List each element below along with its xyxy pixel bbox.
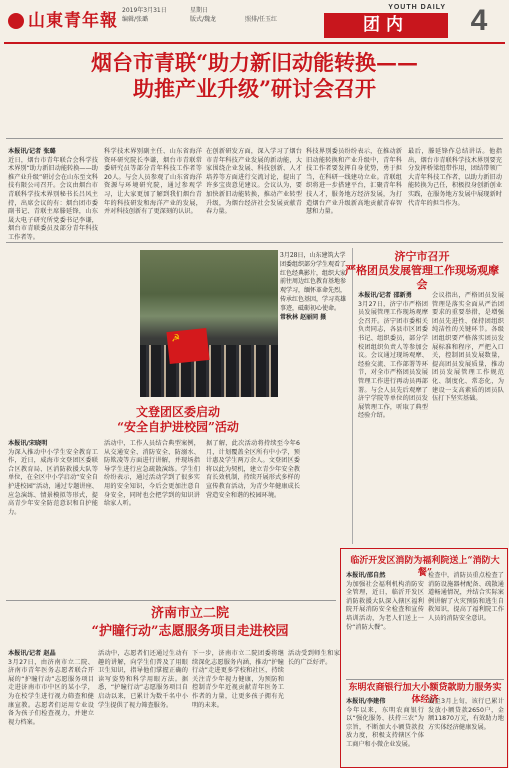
divider	[346, 679, 504, 680]
story6-headline: 东明农商银行加大小额贷款助力服务实体经济	[348, 683, 502, 705]
story4-byline: 本报讯/记者 赵晶	[8, 650, 56, 657]
party-flag-icon	[166, 328, 209, 364]
photo-caption	[280, 252, 348, 400]
story6-column-2: 截至3月上旬，该行已累计发放小额贷款2650户，金额11870万元，有效助力地方实体经济健康发展。	[428, 698, 504, 731]
story2-column-1	[8, 440, 98, 598]
story1-text-1: 近日，烟台市青年联合会科学技术界别“助力新旧动能转换——助推产业升级”研讨会在山东至文科技有限公司召开。会议由烟台市青联科学技术界别秘书长吕风主持，出席会议的有：烟台团市委副书记、青联主席滕延锋，山东晟大电子研究所党委书记李谦，烟台市青联委员及部分青年科技工作者等。	[8, 156, 98, 241]
story2-headline-line1: 文登团区委启动	[135, 405, 220, 419]
story4-headline-line1: 济南市立二院	[150, 606, 229, 621]
page-number: 4	[470, 4, 488, 37]
proof-credit: 照排/任玉红	[245, 16, 278, 23]
story4-column-1	[8, 650, 94, 764]
divider	[6, 600, 336, 601]
story2-headline-line2: “安全自护进校园”活动	[117, 420, 239, 434]
story5-column-1	[346, 572, 424, 678]
story4-column-2: 活动中，志愿者们还通过生动有趣的讲解，向学生们普及了用眼卫生知识，指导他们掌握正确的读写姿势和科学用眼方法。据悉，“护瞳行动”志愿服务项目自启动以来，已累计为数千名中小学生提供了视力筛查服务。	[98, 650, 188, 709]
issue-weekday: 星期日	[190, 7, 209, 14]
photo-caption-text: 3月28日，山东建筑大学团委组织部分学生观看了红色经典影片，组织大家前往周边红色教育基地参观学习，缅怀革命先烈，传承红色基因，学习英雄事迹，砥砺初心使命。	[280, 252, 347, 312]
story3-column-1	[358, 292, 428, 542]
photo-people	[140, 345, 278, 397]
story1-column-3: 在创新研发方面，深入学习了烟台市青年科技产业发展的新动能，大家围绕企业发展、科技创新、人才培养等方面进行交流讨论，提出了许多宝贵意见建议。会议认为，要加快新旧动能转换，推动产业转型升级，为烟台经济社会发展贡献青春力量。	[206, 148, 302, 216]
section-label: 团内	[324, 13, 448, 38]
story4-column-4: 活动受到师生和家长的广泛好评。	[288, 650, 340, 666]
story4-text-1: 3月27日，由济南市立二院、济南市青年医务志愿者联合开展的“护瞳行动”志愿服务项目走进济南市市中区的某小学，为在校学生进行视力筛查和健康宣教。志愿者们运用专业设备为孩子们检查视力，并建立视力档案。	[8, 658, 94, 726]
hammer-sickle-icon: ☭	[170, 332, 181, 345]
story5-headline: 临沂开发区消防为福利院送上“消防大餐”	[350, 556, 500, 578]
divider	[6, 242, 503, 243]
story3-headline-line2: 严格团员发展管理工作现场观摩会	[345, 264, 499, 291]
story6-byline: 本报讯/李建伟	[346, 698, 386, 705]
brand-english: YOUTH DAILY	[388, 4, 446, 11]
story4-headline-line2: “护瞳行动”志愿服务项目走进校园	[91, 624, 289, 639]
story1-column-4: 科技界别委员纷纷表示，在推动新旧动能转换和产业升级中，青年科技工作者要发挥自身优势，勇于担当，在科研一线建功立业。青联组织将进一步搭建平台，汇聚青年科技人才，服务地方经济发展，为打造烟台产业升级新高地贡献青春智慧和力量。	[306, 148, 402, 216]
logo-seal-icon	[8, 13, 24, 29]
story6-text-1: 今年以来，东明农商银行以“强化服务、扶持三农”为宗旨，不断加大小额贷款投放力度，积极支持辖区个体工商户和小微企业发展。	[346, 706, 424, 748]
story3-headline-line1: 济宁市召开	[394, 250, 450, 263]
masthead-rule	[4, 42, 505, 44]
story6-column-1	[346, 698, 424, 764]
story2-text-1: 为深入推动中小学生安全教育工作，近日，威海市文登团区委联合区教育局、区消防救援大队等单位，在全区中小学启动“安全自护进校园”活动，通过专题讲座、应急演练、情景模拟等形式，提高青少年安全防范意识和自护能力。	[8, 448, 98, 516]
story5-column-2: 检查中，消防员重点检查了消防设施器材配备、疏散通道畅通情况，并结合实际案例讲解了火灾预防和逃生自救知识，提高了福利院工作人员的消防安全意识。	[428, 572, 504, 622]
masthead	[0, 0, 509, 42]
story2-column-2: 活动中，工作人员结合典型案例，从交通安全、消防安全、防溺水、防欺凌等方面进行讲解，并现场指导学生进行应急疏散演练。学生们纷纷表示，通过活动学到了很多实用的安全知识，今后会更加注意自身安全，同时也会把学到的知识讲给家人听。	[104, 440, 200, 508]
story2-byline: 本报讯/宋晓明	[8, 440, 48, 447]
designer-credit: 版式/魏龙	[190, 16, 217, 23]
story5-byline: 本报讯/邵自然	[346, 572, 386, 579]
newspaper-logo	[8, 6, 128, 34]
story2-lead-column	[8, 250, 136, 400]
column-divider	[352, 248, 353, 544]
story3-byline: 本报讯/记者 邵新勇	[358, 292, 412, 299]
story5-text-1: 为加强社会福利机构消防安全管理，近日，临沂开发区消防救援大队深入辖区福利院开展消防安全检查和宣传培训活动，为老人们送上一份“消防大餐”。	[346, 580, 424, 631]
editor-credit: 编辑/张璐	[122, 16, 149, 23]
story1-headline-line2: 助推产业升级”研讨会召开	[132, 76, 377, 101]
story1-byline: 本报讯/记者 张璐	[8, 148, 56, 155]
story2-column-3: 据了解，此次活动将持续至今年6月，计划覆盖全区所有中小学，预计惠及学生两万余人。文登团区委将以此为契机，建立青少年安全教育长效机制，持续开展形式多样的宣传教育活动，为青少年健康成长营造安全和谐的校园环境。	[206, 440, 300, 499]
story1-column-5: 最后，滕延锋作总结讲话。他指出，烟台市青联科学技术界别要充分发挥桥梁纽带作用，团结带领广大青年科技工作者，以助力新旧动能转换为己任，积极投身创新创业实践，在服务地方发展中展现新时代青年的担当作为。	[408, 148, 502, 207]
logo-text: 山東青年報	[28, 11, 118, 31]
story4-column-3: 下一步，济南市立二院团委将继续深化志愿服务内涵，推动“护瞳行动”走进更多学校和社区，持续关注青少年视力健康，为预防和控制青少年近视贡献青年医务工作者的力量，让更多孩子拥有光明的未来。	[192, 650, 284, 709]
story1-column-1	[8, 148, 98, 241]
divider	[6, 138, 503, 139]
story3-column-2: 会议指出，严格团员发展管理是落实全面从严治团要求的重要举措，是增强团员先进性、保持团组织纯洁性的关键环节。各级团组织要严格落实团员发展标准和程序，严把入口关，控制团员发展数量，提高团员发展质量，推动团员发展管理工作规范化、制度化、常态化，为建设一支高素质的团员队伍打下坚实基础。	[432, 292, 504, 403]
photo-credit: 常秋林 赵丽同 摄	[280, 313, 327, 321]
issue-date: 2019年3月31日	[122, 7, 167, 14]
story3-text-1: 3月27日，济宁市严格团员发展管理工作现场观摩会召开。济宁团市委相关负责同志，各县市区团委书记、组织委员，部分学校团组织负责人等参加会议。会议通过现场观摩、经验交流、工作部署等环节，对全市严格团员发展管理工作进行再动员再部署。与会人员先后观摩了济宁学院等单位的团员发展管理工作，听取了典型经验介绍。	[358, 300, 428, 420]
story1-column-2: 科学技术界别副主任、山东省海洋资环研究院长李谦，烟台市青联常委研究员等部分青年科技工作者等20人。与会人员参观了山东省海洋资源与环境研究院，通过参观学习，让大家更加了解到我们烟台青年的科技研发和海洋产业的发展，并对科技创新有了更深刻的认识。	[104, 148, 202, 216]
story1-headline-line1: 烟台市青联“助力新旧动能转换——	[90, 50, 419, 75]
